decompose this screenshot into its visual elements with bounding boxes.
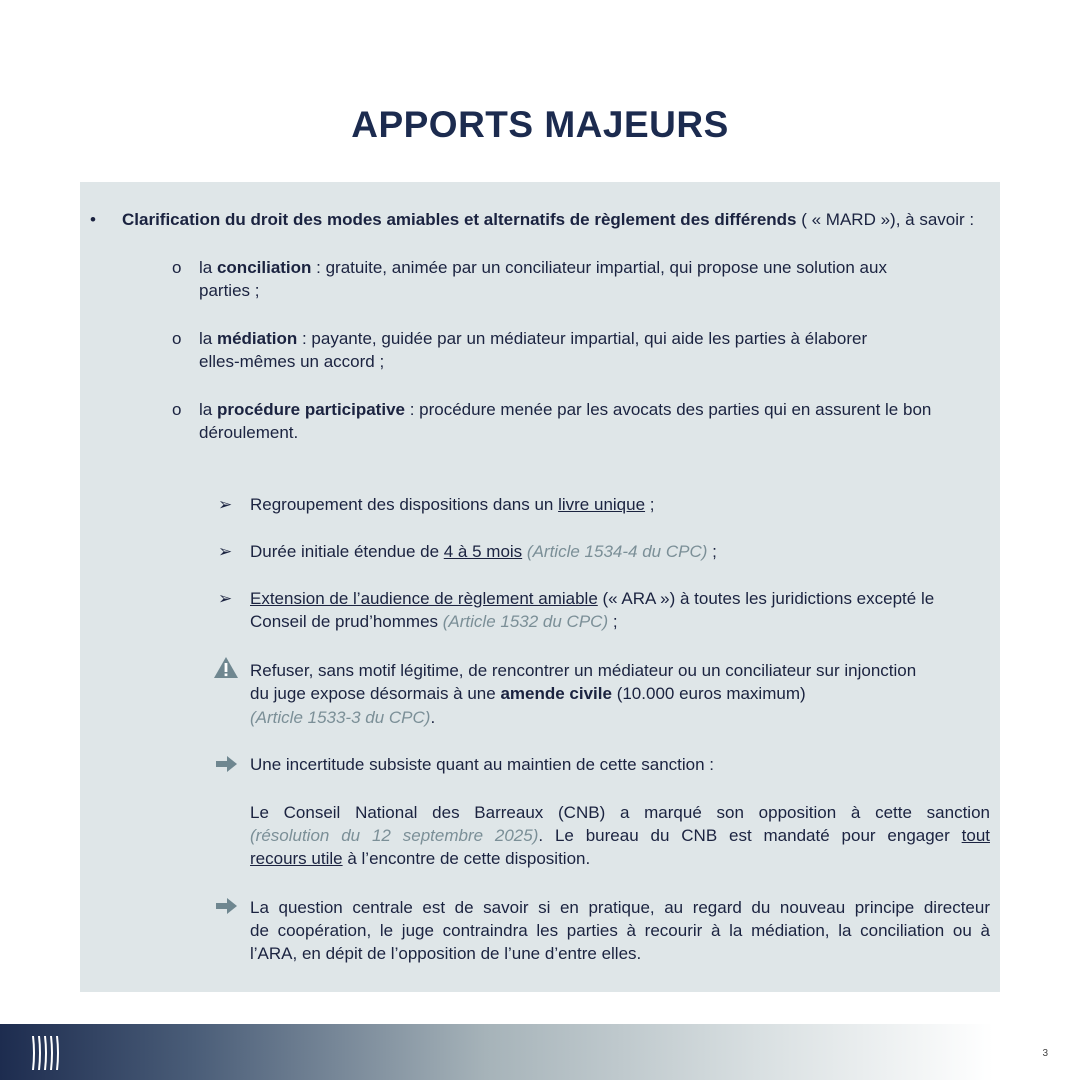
page-title: APPORTS MAJEURS bbox=[351, 104, 729, 145]
question-line2: de coopération, le juge contraindra les parties à recourir à la médiation, la conciliation ou à bbox=[250, 921, 990, 940]
article-reference: (Article 1534-4 du CPC) bbox=[526, 542, 708, 561]
point-text: à l’encontre de cette disposition. bbox=[342, 849, 591, 868]
cnb-line2 bbox=[250, 824, 990, 847]
point-underlined: livre unique bbox=[558, 495, 646, 514]
point-text: . Le bureau du CNB est mandaté pour engager bbox=[538, 826, 962, 845]
cnb-line3 bbox=[250, 847, 590, 870]
article-reference: (Article 1532 du CPC) bbox=[442, 612, 609, 631]
point-duree bbox=[250, 540, 717, 563]
warning-icon bbox=[213, 656, 239, 679]
arrowhead-bullet: ➢ bbox=[218, 542, 233, 561]
mode-prefix: la bbox=[199, 258, 217, 277]
intro-bold: Clarification du droit des modes amiables et alternatifs de règlement des différends bbox=[122, 210, 797, 229]
bullet-dot: • bbox=[90, 210, 96, 229]
page-number: 3 bbox=[1042, 1048, 1048, 1059]
point-amende-line2 bbox=[250, 682, 806, 705]
point-underlined: recours utile bbox=[250, 849, 343, 868]
circle-bullet: o bbox=[172, 400, 182, 419]
resolution-reference: (résolution du 12 septembre 2025) bbox=[250, 826, 539, 845]
cnb-line1: Le Conseil National des Barreaux (CNB) a marqué son opposition à cette sanction bbox=[250, 803, 990, 822]
mode-participative-line2: déroulement. bbox=[199, 423, 299, 442]
point-incertitude: Une incertitude subsiste quant au maintien de cette sanction : bbox=[250, 755, 715, 774]
mode-mediation-line1 bbox=[199, 327, 867, 350]
arrow-right-icon bbox=[216, 898, 237, 914]
point-amende-line3 bbox=[250, 706, 435, 729]
point-ara-line2 bbox=[250, 610, 618, 633]
circle-bullet: o bbox=[172, 258, 182, 277]
point-underlined: Extension de l’audience de règlement amiable bbox=[250, 589, 598, 608]
mode-term: conciliation bbox=[216, 258, 312, 277]
point-text: du juge expose désormais à une bbox=[250, 684, 501, 703]
point-bold: amende civile bbox=[500, 684, 612, 703]
mode-desc: : payante, guidée par un médiateur impartial, qui aide les parties à élaborer bbox=[297, 329, 868, 348]
point-text: . bbox=[430, 708, 436, 727]
point-amende-line1: Refuser, sans motif légitime, de rencontrer un médiateur ou un conciliateur sur injonction bbox=[250, 661, 917, 680]
point-text: ; bbox=[608, 612, 618, 631]
arrow-right-icon bbox=[216, 756, 237, 772]
logo-icon bbox=[30, 1034, 62, 1072]
mode-participative-line1 bbox=[199, 398, 931, 421]
mode-mediation-line2: elles-mêmes un accord ; bbox=[199, 352, 385, 371]
point-text: (« ARA ») à toutes les juridictions excepté le bbox=[597, 589, 935, 608]
mode-conciliation-line2: parties ; bbox=[199, 281, 260, 300]
content-panel bbox=[80, 182, 1000, 992]
mode-prefix: la bbox=[199, 329, 217, 348]
mode-prefix: la bbox=[199, 400, 217, 419]
intro-line bbox=[122, 208, 974, 231]
mode-desc: : gratuite, animée par un conciliateur impartial, qui propose une solution aux bbox=[311, 258, 887, 277]
mode-desc: : procédure menée par les avocats des parties qui en assurent le bon bbox=[404, 400, 932, 419]
arrowhead-bullet: ➢ bbox=[218, 495, 233, 514]
point-text: ; bbox=[645, 495, 655, 514]
point-text: Durée initiale étendue de bbox=[250, 542, 444, 561]
point-text: Conseil de prud’hommes bbox=[250, 612, 443, 631]
point-underlined: tout bbox=[961, 826, 990, 845]
arrowhead-bullet: ➢ bbox=[218, 589, 233, 608]
intro-rest: ( « MARD »), à savoir : bbox=[796, 210, 975, 229]
circle-bullet: o bbox=[172, 329, 182, 348]
mode-term: procédure participative bbox=[216, 400, 405, 419]
question-line3: l’ARA, en dépit de l’opposition de l’une d’entre elles. bbox=[250, 944, 642, 963]
point-text: Regroupement des dispositions dans un bbox=[250, 495, 559, 514]
question-line1: La question centrale est de savoir si en pratique, au regard du nouveau principe directeur bbox=[250, 898, 990, 917]
point-ara-line1 bbox=[250, 587, 934, 610]
mode-term: médiation bbox=[216, 329, 298, 348]
point-text: (10.000 euros maximum) bbox=[611, 684, 806, 703]
point-underlined: 4 à 5 mois bbox=[443, 542, 523, 561]
point-livre-unique bbox=[250, 493, 655, 516]
footer-bar bbox=[0, 1024, 1080, 1080]
article-reference: (Article 1533-3 du CPC) bbox=[250, 708, 431, 727]
point-text: ; bbox=[707, 542, 717, 561]
mode-conciliation-line1 bbox=[199, 256, 887, 279]
